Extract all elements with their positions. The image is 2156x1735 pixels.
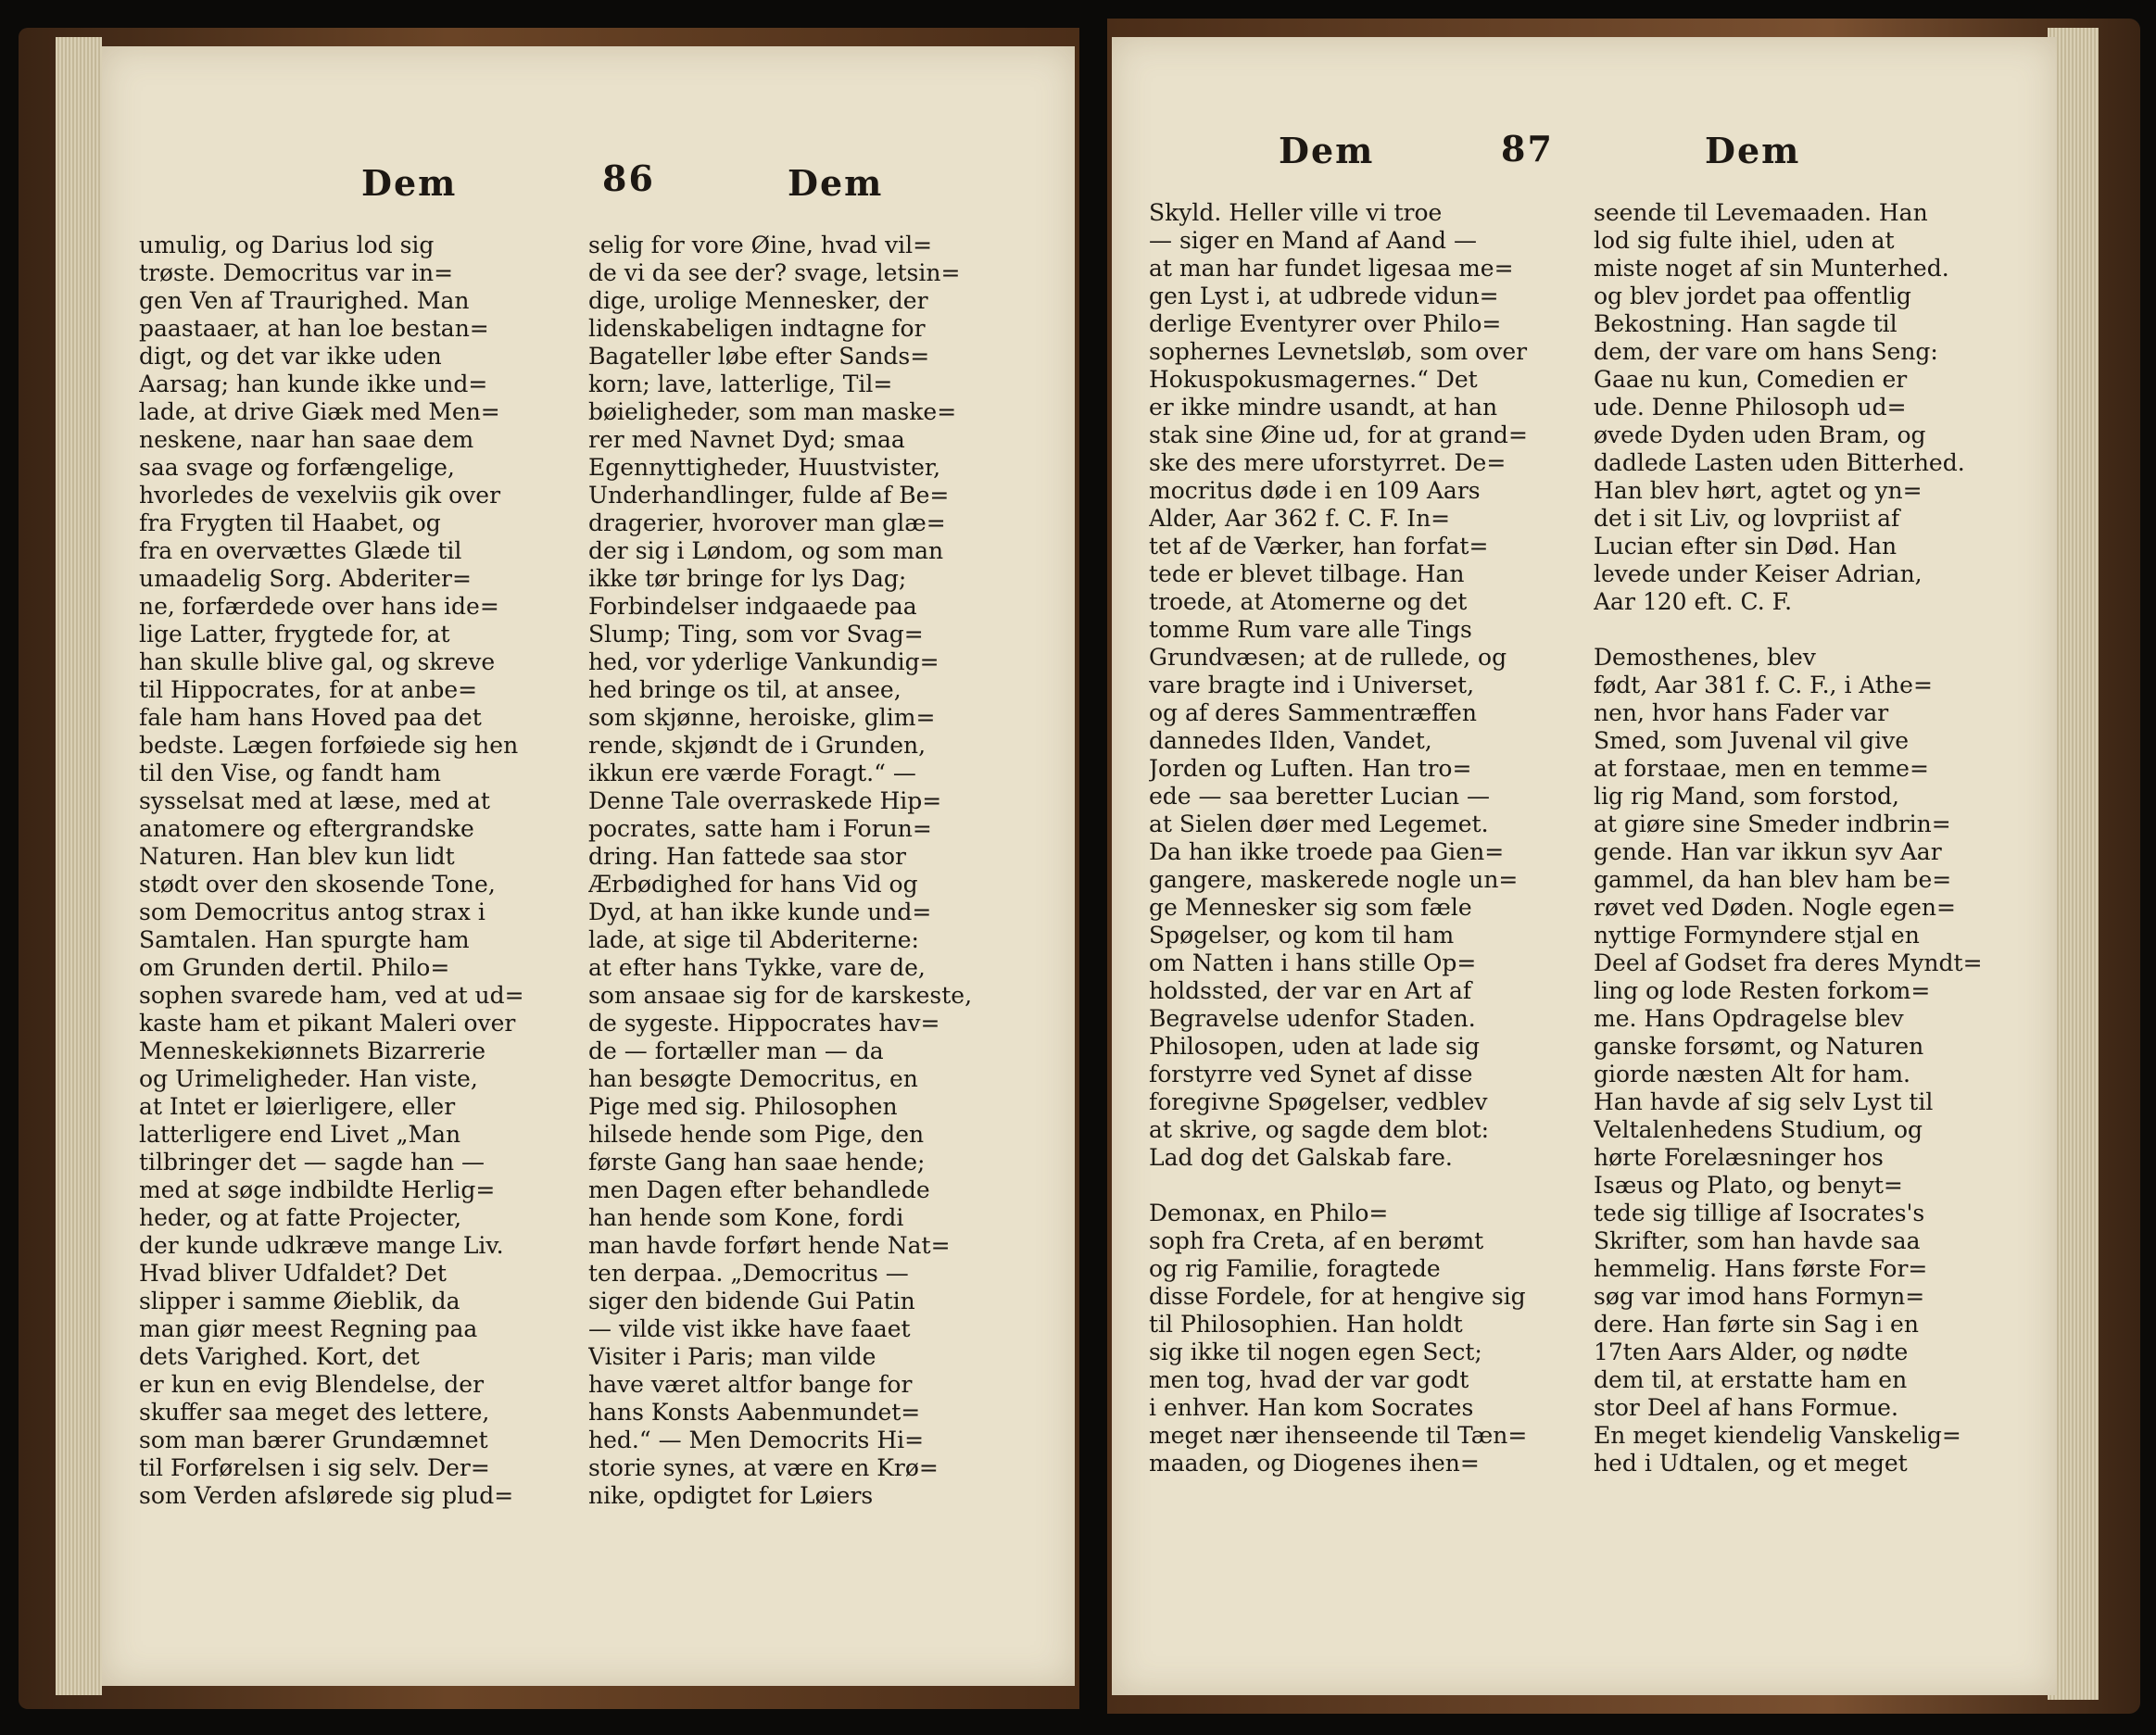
paragraph-gap [1149,1172,1566,1200]
right-page [1112,37,2057,1695]
text-line: hørte Forelæsninger hos [1594,1144,1884,1171]
text-line: det i sit Liv, og lovpriist af [1594,505,1900,532]
text-line: Hokuspokusmagernes.“ Det [1149,366,1478,393]
text-line: og af deres Sammentræffen [1149,699,1477,726]
text-line: — siger en Mand af Aand — [1149,227,1477,254]
text-line: rer med Navnet Dyd; smaa [588,426,905,453]
text-line: Spøgelser, og kom til ham [1149,922,1455,949]
text-line: saa svage og forfængelige, [139,454,455,481]
text-line: En meget kiendelig Vanskelig= [1594,1422,1961,1449]
text-line: født, Aar 381 f. C. F., i Athe= [1594,672,1933,698]
text-line: røvet ved Døden. Nogle egen= [1594,894,1956,921]
text-line: lod sig fulte ihiel, uden at [1594,227,1895,254]
text-line: nen, hvor hans Fader var [1594,699,1889,726]
text-line: at forstaae, men en temme= [1594,755,1929,782]
text-line: seende til Levemaaden. Han [1594,199,1928,226]
right-header-guideword-left: Dem [1279,130,1375,171]
text-line: om Natten i hans stille Op= [1149,949,1477,976]
text-line: lige Latter, frygtede for, at [139,621,450,647]
text-line: Lucian efter sin Død. Han [1594,533,1898,559]
text-line: bøieligheder, som man maske= [588,398,957,425]
text-line: meget nær ihenseende til Tæn= [1149,1422,1528,1449]
text-line: paastaaer, at han loe bestan= [139,315,489,342]
left-page-column-2 [588,232,1015,1547]
text-line: Naturen. Han blev kun lidt [139,843,455,870]
text-line: Visiter i Paris; man vilde [588,1343,876,1370]
text-line: ikke tør bringe for lys Dag; [588,565,907,592]
right-page-header [1112,37,2057,171]
text-line: Slump; Ting, som vor Svag= [588,621,924,647]
text-line: foregivne Spøgelser, vedblev [1149,1088,1488,1115]
text-line: hilsede hende som Pige, den [588,1121,925,1148]
text-line: hed.“ — Men Democrits Hi= [588,1427,925,1453]
text-line: storie synes, at være en Krø= [588,1454,939,1481]
text-line: til Philosophien. Han holdt [1149,1311,1463,1338]
text-line: at man har fundet ligesaa me= [1149,255,1514,282]
text-line: at skrive, og sagde dem blot: [1149,1116,1490,1143]
text-line: hed, vor yderlige Vankundig= [588,648,939,675]
text-line: sig ikke til nogen egen Sect; [1149,1339,1482,1365]
text-line: giorde næsten Alt for ham. [1594,1061,1910,1088]
text-line: til den Vise, og fandt ham [139,760,441,786]
text-line: ude. Denne Philosoph ud= [1594,394,1907,421]
text-line: til Forførelsen i sig selv. Der= [139,1454,490,1481]
text-line: mocritus døde i en 109 Aars [1149,477,1481,504]
text-line: digt, og det var ikke uden [139,343,442,370]
left-page-header [102,46,1075,204]
text-line: i enhver. Han kom Socrates [1149,1394,1474,1421]
text-line: søg var imod hans Formyn= [1594,1283,1925,1310]
text-line: hed bringe os til, at ansee, [588,676,901,703]
text-line: der sig i Løndom, og som man [588,537,944,564]
text-line: Da han ikke troede paa Gien= [1149,838,1505,865]
text-line: bedste. Lægen forføiede sig hen [139,732,519,759]
text-line: soph fra Creta, af en berømt [1149,1227,1484,1254]
left-page-number: 86 [602,157,655,199]
text-line: første Gang han saae hende; [588,1149,926,1176]
text-line: Deel af Godset fra deres Myndt= [1594,949,1983,976]
text-line: anatomere og eftergrandske [139,815,474,842]
text-line: slipper i samme Øieblik, da [139,1288,460,1314]
text-line: Jorden og Luften. Han tro= [1149,755,1472,782]
left-header-guideword-left: Dem [361,162,458,204]
text-line: lade, at drive Giæk med Men= [139,398,500,425]
text-line: tilbringer det — sagde han — [139,1149,485,1176]
text-line: troede, at Atomerne og det [1149,588,1468,615]
text-line: ske des mere uforstyrret. De= [1149,449,1507,476]
text-line: ten derpaa. „Democritus — [588,1260,909,1287]
text-line: fra Frygten til Haabet, og [139,509,441,536]
text-line: man havde forført hende Nat= [588,1232,951,1259]
text-line: miste noget af sin Munterhed. [1594,255,1949,282]
text-line: til Hippocrates, for at anbe= [139,676,478,703]
text-line: hans Konsts Aabenmundet= [588,1399,921,1426]
text-line: holdssted, der var en Art af [1149,977,1472,1004]
text-line: lidenskabeligen indtagne for [588,315,926,342]
text-line: som man bærer Grundæmnet [139,1427,488,1453]
text-line: dragerier, hvorover man glæ= [588,509,946,536]
text-line: Bagateller løbe efter Sands= [588,343,930,370]
text-line: sophen svarede ham, ved at ud= [139,982,524,1009]
left-page-edges [56,37,102,1695]
text-line: om Grunden dertil. Philo= [139,954,450,981]
right-page-number: 87 [1501,128,1554,170]
text-line: pocrates, satte ham i Forun= [588,815,932,842]
text-line: Veltalenhedens Studium, og [1594,1116,1923,1143]
text-line: dere. Han førte sin Sag i en [1594,1311,1919,1338]
text-line: Begravelse udenfor Staden. [1149,1005,1476,1032]
book-gutter [1079,0,1107,1735]
text-line: at Intet er løierligere, eller [139,1093,456,1120]
text-line: fra en overvættes Glæde til [139,537,462,564]
text-line: gen Ven af Traurighed. Man [139,287,470,314]
text-line: skuffer saa meget des lettere, [139,1399,490,1426]
right-page-column-2 [1594,199,2020,1533]
text-line: neskene, naar han saae dem [139,426,474,453]
text-line: Menneskekiønnets Bizarrerie [139,1037,486,1064]
text-line: som Democritus antog strax i [139,899,485,925]
text-line: derlige Eventyrer over Philo= [1149,310,1502,337]
text-line: Han blev hørt, agtet og yn= [1594,477,1923,504]
text-line: lade, at sige til Abderiterne: [588,926,919,953]
text-line: tomme Rum vare alle Tings [1149,616,1472,643]
text-line: og blev jordet paa offentlig [1594,283,1911,309]
text-line: heder, og at fatte Projecter, [139,1204,462,1231]
text-line: fale ham hans Hoved paa det [139,704,482,731]
text-line: tede sig tillige af Isocrates's [1594,1200,1925,1226]
text-line: dring. Han fattede saa stor [588,843,906,870]
text-line: siger den bidende Gui Patin [588,1288,915,1314]
text-line: umulig, og Darius lod sig [139,232,435,258]
left-page [102,46,1075,1686]
text-line: ede — saa beretter Lucian — [1149,783,1491,810]
text-line: hvorledes de vexelviis gik over [139,482,501,509]
text-line: have været altfor bange for [588,1371,913,1398]
text-line: vare bragte ind i Universet, [1149,672,1475,698]
text-line: de — fortæller man — da [588,1037,884,1064]
text-line: man giør meest Regning paa [139,1315,478,1342]
text-line: Bekostning. Han sagde til [1594,310,1898,337]
text-line: dem til, at erstatte ham en [1594,1366,1908,1393]
text-line: men tog, hvad der var godt [1149,1366,1469,1393]
text-line: tede er blevet tilbage. Han [1149,560,1465,587]
text-line: stor Deel af hans Formue. [1594,1394,1898,1421]
text-line: de sygeste. Hippocrates hav= [588,1010,940,1037]
text-line: rende, skjøndt de i Grunden, [588,732,927,759]
text-line: Lad dog det Galskab fare. [1149,1144,1453,1171]
text-line: sophernes Levnetsløb, som over [1149,338,1528,365]
text-line: latterligere end Livet „Man [139,1121,461,1148]
text-line: er kun en evig Blendelse, der [139,1371,485,1398]
text-line: sysselsat med at læse, med at [139,787,490,814]
text-line: gende. Han var ikkun syv Aar [1594,838,1942,865]
text-line: at giøre sine Smeder indbrin= [1594,811,1951,837]
text-line: ne, forfærdede over hans ide= [139,593,499,620]
text-line: han skulle blive gal, og skreve [139,648,496,675]
text-line: korn; lave, latterlige, Til= [588,371,893,397]
text-line: er ikke mindre usandt, at han [1149,394,1498,421]
text-line: Alder, Aar 362 f. C. F. In= [1149,505,1451,532]
text-line: Demonax, en Philo= [1149,1200,1389,1226]
left-header-guideword-right: Dem [788,162,884,204]
text-line: tet af de Værker, han forfat= [1149,533,1489,559]
text-line: Ærbødighed for hans Vid og [588,871,918,898]
text-line: dem, der vare om hans Seng: [1594,338,1938,365]
text-line: der kunde udkræve mange Liv. [139,1232,504,1259]
text-line: gammel, da han blev ham be= [1594,866,1952,893]
text-line: Isæus og Plato, og benyt= [1594,1172,1903,1199]
text-line: disse Fordele, for at hengive sig [1149,1283,1526,1310]
text-line: Skyld. Heller ville vi troe [1149,199,1443,226]
text-line: øvede Dyden uden Bram, og [1594,421,1926,448]
right-header-guideword-right: Dem [1705,130,1801,171]
text-line: som Verden afslørede sig plud= [139,1482,514,1509]
text-line: Aar 120 eft. C. F. [1594,588,1793,615]
text-line: dige, urolige Mennesker, der [588,287,928,314]
text-line: som ansaae sig for de karskeste, [588,982,973,1009]
text-line: forstyrre ved Synet af disse [1149,1061,1473,1088]
text-line: Aarsag; han kunde ikke und= [139,371,488,397]
text-line: ganske forsømt, og Naturen [1594,1033,1924,1060]
text-line: Han havde af sig selv Lyst til [1594,1088,1934,1115]
text-line: hemmelig. Hans første For= [1594,1255,1928,1282]
text-line: stak sine Øine ud, for at grand= [1149,421,1528,448]
text-line: at efter hans Tykke, vare de, [588,954,926,981]
text-line: Philosopen, uden at lade sig [1149,1033,1480,1060]
text-line: Dyd, at han ikke kunde und= [588,899,932,925]
text-line: levede under Keiser Adrian, [1594,560,1923,587]
text-line: dannedes Ilden, Vandet, [1149,727,1432,754]
text-line: nike, opdigtet for Løiers [588,1482,874,1509]
text-line: Hvad bliver Udfaldet? Det [139,1260,447,1287]
text-line: me. Hans Opdragelse blev [1594,1005,1904,1032]
text-line: som skjønne, heroiske, glim= [588,704,936,731]
text-line: Demosthenes, blev [1594,644,1816,671]
text-line: Samtalen. Han spurgte ham [139,926,470,953]
text-line: trøste. Democritus var in= [139,259,454,286]
left-page-column-1 [139,232,561,1547]
text-line: — vilde vist ikke have faaet [588,1315,911,1342]
text-line: ling og lode Resten forkom= [1594,977,1931,1004]
text-line: og Urimeligheder. Han viste, [139,1065,478,1092]
text-line: 17ten Aars Alder, og nødte [1594,1339,1909,1365]
text-line: Grundvæsen; at de rullede, og [1149,644,1507,671]
text-line: han besøgte Democritus, en [588,1065,918,1092]
text-line: ge Mennesker sig som fæle [1149,894,1472,921]
text-line: stødt over den skosende Tone, [139,871,496,898]
text-line: kaste ham et pikant Maleri over [139,1010,516,1037]
text-line: Pige med sig. Philosophen [588,1093,898,1120]
text-line: Egennyttigheder, Huustvister, [588,454,941,481]
text-line: gangere, maskerede nogle un= [1149,866,1519,893]
paragraph-gap [1594,616,2020,644]
text-line: Underhandlinger, fulde af Be= [588,482,950,509]
text-line: men Dagen efter behandlede [588,1176,930,1203]
text-line: han hende som Kone, fordi [588,1204,904,1231]
text-line: Forbindelser indgaaede paa [588,593,917,620]
right-page-column-1 [1149,199,1566,1533]
text-line: og rig Familie, foragtede [1149,1255,1441,1282]
text-line: Smed, som Juvenal vil give [1594,727,1910,754]
text-line: lig rig Mand, som forstod, [1594,783,1900,810]
text-line: gen Lyst i, at udbrede vidun= [1149,283,1499,309]
text-line: Skrifter, som han havde saa [1594,1227,1921,1254]
text-line: Gaae nu kun, Comedien er [1594,366,1908,393]
text-line: at Sielen døer med Legemet. [1149,811,1489,837]
text-line: dets Varighed. Kort, det [139,1343,420,1370]
text-line: selig for vore Øine, hvad vil= [588,232,933,258]
text-line: Denne Tale overraskede Hip= [588,787,942,814]
text-line: umaadelig Sorg. Abderiter= [139,565,472,592]
text-line: de vi da see der? svage, letsin= [588,259,961,286]
text-line: nyttige Formyndere stjal en [1594,922,1920,949]
text-line: ikkun ere værde Foragt.“ — [588,760,916,786]
text-line: maaden, og Diogenes ihen= [1149,1450,1480,1477]
text-line: dadlede Lasten uden Bitterhed. [1594,449,1965,476]
text-line: med at søge indbildte Herlig= [139,1176,496,1203]
text-line: hed i Udtalen, og et meget [1594,1450,1908,1477]
